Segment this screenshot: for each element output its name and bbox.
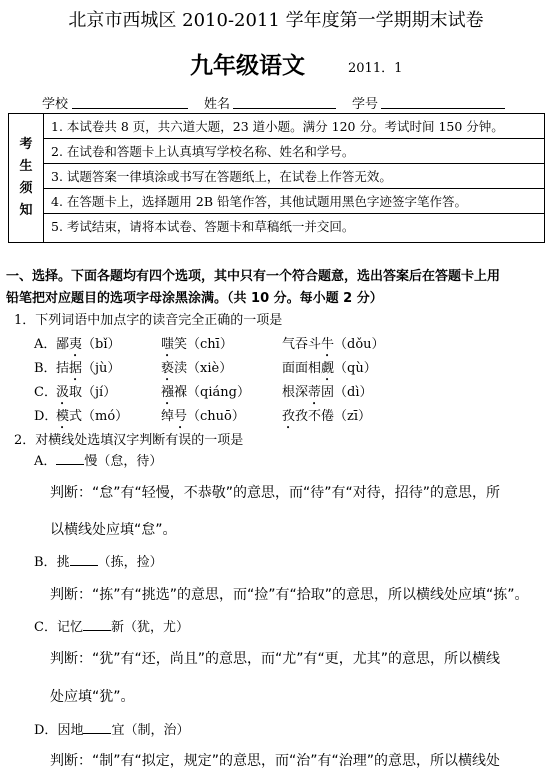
- q2-option-a-judgement-line-2: 以横线处应填“怠”。: [50, 522, 177, 538]
- q2-option-b: B．挑 （拣，捡）: [34, 555, 163, 570]
- question-2-stem: 2．对横线处选填汉字判断有误的一项是: [14, 433, 244, 448]
- notice-heading: [9, 114, 44, 242]
- student-id-field[interactable]: [381, 108, 505, 109]
- q1-option-b-word-3: 面面相觑（qù）: [282, 361, 377, 376]
- q2-option-c: C．记忆 新（犹，尤）: [34, 620, 189, 635]
- q1-option-a-word-2: 嗤笑（chī）: [161, 337, 233, 352]
- notice-item: 4. 在答题卡上，选择题用 2B 铅笔作答，其他试题用黑色字迹签字笔作答。: [43, 189, 544, 214]
- notice-heading-char: 须: [19, 181, 33, 196]
- section-1-instructions-line-2: 铅笔把对应题目的选项字母涂黑涂满。（共 10 分。每小题 2 分）: [6, 291, 383, 306]
- notice-item: 3. 试题答案一律填涂或书写在答题纸上，在试卷上作答无效。: [43, 164, 544, 189]
- exam-title: 北京市西城区 2010-2011 学年度第一学期期末试卷: [68, 10, 484, 31]
- notice-item: 5. 考试结束，请将本试卷、答题卡和草稿纸一并交回。: [51, 219, 355, 234]
- school-field[interactable]: [72, 108, 188, 109]
- q2-option-a-judgement-line-1: 判断：“怠”有“轻慢，不恭敬”的意思，而“待”有“对待，招待”的意思，所: [50, 485, 501, 501]
- q2-option-c-judgement-line-2: 处应填“犹”。: [50, 689, 135, 705]
- q1-option-d-word-1: 模式（mó）: [56, 409, 129, 424]
- name-label: 姓名: [204, 97, 231, 112]
- exam-date: 2011．1: [348, 61, 403, 76]
- q1-option-b-word-2: 亵渎（xiè）: [161, 361, 233, 376]
- q1-option-a-word-1: 鄙夷（bǐ）: [56, 337, 121, 352]
- q1-option-c-word-1: 汲取（jí）: [56, 385, 117, 400]
- q1-option-a-letter: A．: [34, 337, 57, 352]
- question-1-stem: 1．下列词语中加点字的读音完全正确的一项是: [14, 313, 283, 328]
- section-1-instructions-line-1: 一、选择。下面各题均有四个选项，其中只有一个符合题意，选出答案后在答题卡上用: [6, 269, 501, 284]
- subject-title: 九年级语文: [190, 53, 305, 79]
- answer-blank: [56, 452, 84, 465]
- answer-blank: [83, 618, 111, 631]
- q1-option-a-word-3: 气吞斗牛（dǒu）: [282, 337, 385, 352]
- notice-heading-char: 生: [19, 159, 33, 174]
- q2-option-c-judgement-line-1: 判断：“犹”有“还，尚且”的意思，而“尤”有“更，尤其”的意思，所以横线: [50, 651, 501, 667]
- q2-option-a: A． 慢（怠，待）: [34, 454, 163, 469]
- q1-option-d-word-3: 孜孜不倦（zī）: [282, 409, 372, 424]
- notice-item: 2. 在试卷和答题卡上认真填写学校名称、姓名和学号。: [43, 139, 544, 164]
- notice-heading-char: 知: [19, 203, 33, 218]
- school-label: 学校: [42, 97, 69, 112]
- notice-item: 1. 本试卷共 8 页，共六道大题，23 道小题。满分 120 分。考试时间 150 分钟。: [43, 114, 544, 139]
- q1-option-d-letter: D．: [34, 409, 58, 424]
- q2-option-b-judgement-line-1: 判断：“拣”有“挑选”的意思，而“捡”有“拾取”的意思，所以横线处应填“拣”。: [50, 587, 529, 603]
- q1-option-b-word-1: 拮据（jù）: [56, 361, 121, 376]
- name-field[interactable]: [233, 108, 336, 109]
- notice-box: [8, 113, 545, 243]
- q1-option-d-word-2: 绰号（chuō）: [161, 409, 245, 424]
- answer-blank: [83, 721, 111, 734]
- q1-option-b-letter: B．: [34, 361, 57, 376]
- notice-heading-char: 考: [19, 137, 33, 152]
- q1-option-c-word-3: 根深蒂固（dì）: [282, 385, 373, 400]
- answer-blank: [70, 553, 98, 566]
- q1-option-c-letter: C．: [34, 385, 57, 400]
- q2-option-d-judgement-line-1: 判断：“制”有“拟定，规定”的意思，而“治”有“治理”的意思，所以横线处: [50, 753, 501, 769]
- student-id-label: 学号: [352, 97, 379, 112]
- q1-option-c-word-2: 襁褓（qiáng）: [161, 385, 250, 400]
- q2-option-d: D．因地 宜（制，治）: [34, 723, 190, 738]
